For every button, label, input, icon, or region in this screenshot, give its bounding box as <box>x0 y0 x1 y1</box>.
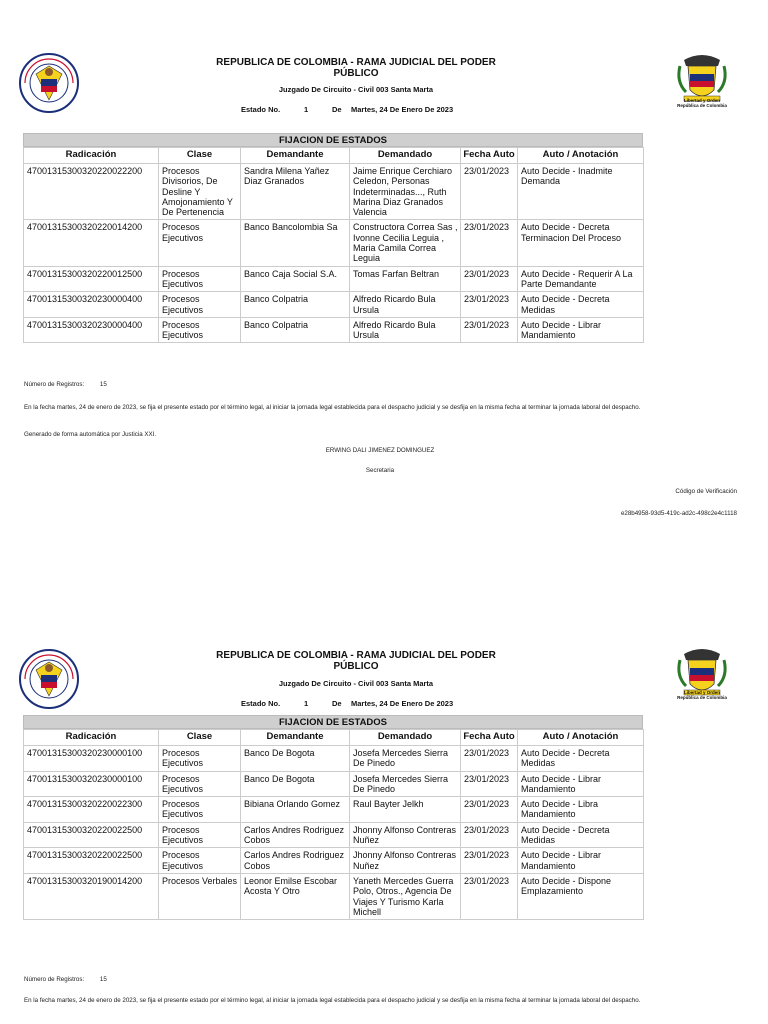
column-header-fecha-auto: Fecha Auto <box>461 148 518 164</box>
cell-demandado: Yaneth Mercedes Guerra Polo, Otros., Agencia De Viajes Y Turismo Karla Michell <box>350 873 461 919</box>
cell-clase: Procesos Ejecutivos <box>159 220 241 266</box>
cell-fecha-auto: 23/01/2023 <box>461 873 518 919</box>
cell-demandado: Jhonny Alfonso Contreras Nuñez <box>350 822 461 848</box>
court-name: Juzgado De Circuito - Civil 003 Santa Marta <box>278 679 434 688</box>
estado-number: 1 <box>304 105 309 114</box>
fijacion-note: En la fecha martes, 24 de enero de 2023, se fija el presente estado por el término legal, al iniciar la jornada legal establecida para el despacho judicial y se desfija en la misma fecha al terminar la jornada laboral del despacho. <box>24 404 641 411</box>
generated-note: Generado de forma automática por Justicia XXI. <box>24 431 157 438</box>
cell-demandado: Jhonny Alfonso Contreras Nuñez <box>350 848 461 874</box>
verification-code: e28b4958-93d5-419c-ad2c-498c2e4c1118 <box>620 510 737 517</box>
estado-line <box>220 699 520 708</box>
cell-clase: Procesos Verbales <box>159 873 241 919</box>
cell-demandante: Carlos Andres Rodriguez Cobos <box>241 848 350 874</box>
cell-fecha-auto: 23/01/2023 <box>461 266 518 292</box>
right-seal-caption <box>670 98 734 108</box>
cell-auto-anotacion: Auto Decide - Dispone Emplazamiento <box>518 873 644 919</box>
table-row <box>24 266 644 292</box>
document-title: REPUBLICA DE COLOMBIA - RAMA JUDICIAL DEL PODER PÚBLICO <box>216 57 496 79</box>
cell-demandado: Josefa Mercedes Sierra De Pinedo <box>350 771 461 797</box>
cell-fecha-auto: 23/01/2023 <box>461 848 518 874</box>
cell-fecha-auto: 23/01/2023 <box>461 220 518 266</box>
cell-radicacion: 47001315300320220022300 <box>24 797 159 823</box>
cell-auto-anotacion: Auto Decide - Libra Mandamiento <box>518 797 644 823</box>
cell-demandante: Banco Colpatria <box>241 292 350 318</box>
cell-demandante: Sandra Milena Yañez Diaz Granados <box>241 164 350 220</box>
signer-name: ERWING DALI JIMENEZ DOMINGUEZ <box>325 447 435 454</box>
cell-auto-anotacion: Auto Decide - Librar Mandamiento <box>518 771 644 797</box>
right-seal-caption <box>670 690 734 700</box>
column-header-demandado: Demandado <box>350 148 461 164</box>
cell-auto-anotacion: Auto Decide - Librar Mandamiento <box>518 317 644 343</box>
registros-line <box>24 976 107 984</box>
table-row <box>24 873 644 919</box>
cell-radicacion: 47001315300320220014200 <box>24 220 159 266</box>
registros-label: Número de Registros: <box>24 976 85 983</box>
cell-demandado: Tomas Farfan Beltran <box>350 266 461 292</box>
registros-label: Número de Registros: <box>24 381 85 388</box>
rama-judicial-seal-icon <box>18 52 80 114</box>
cell-clase: Procesos Ejecutivos <box>159 797 241 823</box>
cell-demandado: Constructora Correa Sas , Ivonne Cecilia Leguia , Maria Camila Correa Leguia <box>350 220 461 266</box>
column-header-demandante: Demandante <box>241 730 350 746</box>
cell-clase: Procesos Divisorios, De Desline Y Amojonamiento Y De Pertenencia <box>159 164 241 220</box>
rama-judicial-seal-icon <box>18 648 80 710</box>
cell-demandante: Bibiana Orlando Gomez <box>241 797 350 823</box>
verification-label: Código de Verificación <box>675 488 737 495</box>
cell-clase: Procesos Ejecutivos <box>159 746 241 772</box>
fijacion-title: FIJACION DE ESTADOS <box>23 715 643 729</box>
registros-value: 15 <box>99 976 107 983</box>
cell-demandante: Leonor Emilse Escobar Acosta Y Otro <box>241 873 350 919</box>
cell-radicacion: 47001315300320230000400 <box>24 292 159 318</box>
right-seal-caption-line2: República de Colombia <box>677 103 727 108</box>
court-name: Juzgado De Circuito - Civil 003 Santa Marta <box>278 85 434 94</box>
right-seal-caption-line1: Libertad y Orden <box>683 690 720 695</box>
column-header-clase: Clase <box>159 730 241 746</box>
cell-demandado: Jaime Enrique Cerchiaro Celedon, Personas Indeterminadas..., Ruth Marina Diaz Granados Valencia <box>350 164 461 220</box>
column-header-demandado: Demandado <box>350 730 461 746</box>
cell-demandante: Banco De Bogota <box>241 746 350 772</box>
cell-fecha-auto: 23/01/2023 <box>461 822 518 848</box>
cell-radicacion: 47001315300320220022500 <box>24 822 159 848</box>
cell-demandante: Carlos Andres Rodriguez Cobos <box>241 822 350 848</box>
cell-clase: Procesos Ejecutivos <box>159 317 241 343</box>
estado-number: 1 <box>304 699 309 708</box>
column-header-auto-anotacion: Auto / Anotación <box>518 148 644 164</box>
cell-radicacion: 47001315300320230000100 <box>24 771 159 797</box>
cell-auto-anotacion: Auto Decide - Decreta Medidas <box>518 292 644 318</box>
cell-clase: Procesos Ejecutivos <box>159 848 241 874</box>
document-title: REPUBLICA DE COLOMBIA - RAMA JUDICIAL DEL PODER PÚBLICO <box>216 650 496 672</box>
cell-auto-anotacion: Auto Decide - Decreta Terminacion Del Proceso <box>518 220 644 266</box>
estado-label: Estado No. <box>241 105 281 114</box>
table-row <box>24 317 644 343</box>
column-header-fecha-auto: Fecha Auto <box>461 730 518 746</box>
cell-fecha-auto: 23/01/2023 <box>461 164 518 220</box>
table-row <box>24 746 644 772</box>
cell-auto-anotacion: Auto Decide - Decreta Medidas <box>518 746 644 772</box>
cell-demandado: Alfredo Ricardo Bula Ursula <box>350 317 461 343</box>
column-header-radicacion: Radicación <box>24 730 159 746</box>
cell-demandado: Raul Bayter Jelkh <box>350 797 461 823</box>
cell-auto-anotacion: Auto Decide - Decreta Medidas <box>518 822 644 848</box>
cell-radicacion: 47001315300320220022200 <box>24 164 159 220</box>
cell-radicacion: 47001315300320220012500 <box>24 266 159 292</box>
fijacion-note: En la fecha martes, 24 de enero de 2023, se fija el presente estado por el término legal, al iniciar la jornada legal establecida para el despacho judicial y se desfija en la misma fecha al terminar la jornada laboral del despacho. <box>24 997 641 1004</box>
cell-demandante: Banco Caja Social S.A. <box>241 266 350 292</box>
column-header-auto-anotacion: Auto / Anotación <box>518 730 644 746</box>
table-row <box>24 164 644 220</box>
cell-auto-anotacion: Auto Decide - Librar Mandamiento <box>518 848 644 874</box>
cell-demandado: Josefa Mercedes Sierra De Pinedo <box>350 746 461 772</box>
de-label: De <box>332 105 342 114</box>
table-row <box>24 292 644 318</box>
estado-line <box>220 105 520 114</box>
registros-line <box>24 381 107 389</box>
cell-demandante: Banco Colpatria <box>241 317 350 343</box>
cell-demandante: Banco Bancolombia Sa <box>241 220 350 266</box>
cell-auto-anotacion: Auto Decide - Requerir A La Parte Demandante <box>518 266 644 292</box>
cell-fecha-auto: 23/01/2023 <box>461 797 518 823</box>
cell-fecha-auto: 23/01/2023 <box>461 746 518 772</box>
fijacion-table <box>23 729 644 920</box>
de-label: De <box>332 699 342 708</box>
cell-clase: Procesos Ejecutivos <box>159 771 241 797</box>
cell-auto-anotacion: Auto Decide - Inadmite Demanda <box>518 164 644 220</box>
column-header-radicacion: Radicación <box>24 148 159 164</box>
cell-fecha-auto: 23/01/2023 <box>461 317 518 343</box>
right-seal-caption-line2: República de Colombia <box>677 695 727 700</box>
cell-clase: Procesos Ejecutivos <box>159 266 241 292</box>
table-row <box>24 220 644 266</box>
fijacion-title: FIJACION DE ESTADOS <box>23 133 643 147</box>
estado-date: Martes, 24 De Enero De 2023 <box>351 699 454 708</box>
page-2 <box>0 600 768 1024</box>
cell-radicacion: 47001315300320230000100 <box>24 746 159 772</box>
cell-radicacion: 47001315300320190014200 <box>24 873 159 919</box>
cell-fecha-auto: 23/01/2023 <box>461 292 518 318</box>
fijacion-table <box>23 147 644 343</box>
cell-demandante: Banco De Bogota <box>241 771 350 797</box>
estado-label: Estado No. <box>241 699 281 708</box>
column-header-demandante: Demandante <box>241 148 350 164</box>
signer-role: Secretaria <box>365 467 395 474</box>
cell-clase: Procesos Ejecutivos <box>159 822 241 848</box>
estado-date: Martes, 24 De Enero De 2023 <box>351 105 454 114</box>
cell-radicacion: 47001315300320230000400 <box>24 317 159 343</box>
table-row <box>24 797 644 823</box>
right-seal-caption-line1: Libertad y Orden <box>683 98 720 103</box>
table-row <box>24 822 644 848</box>
cell-radicacion: 47001315300320220022500 <box>24 848 159 874</box>
table-row <box>24 848 644 874</box>
table-header-row <box>24 730 644 746</box>
cell-demandado: Alfredo Ricardo Bula Ursula <box>350 292 461 318</box>
cell-fecha-auto: 23/01/2023 <box>461 771 518 797</box>
registros-value: 15 <box>99 381 107 388</box>
table-header-row <box>24 148 644 164</box>
column-header-clase: Clase <box>159 148 241 164</box>
table-row <box>24 771 644 797</box>
cell-clase: Procesos Ejecutivos <box>159 292 241 318</box>
